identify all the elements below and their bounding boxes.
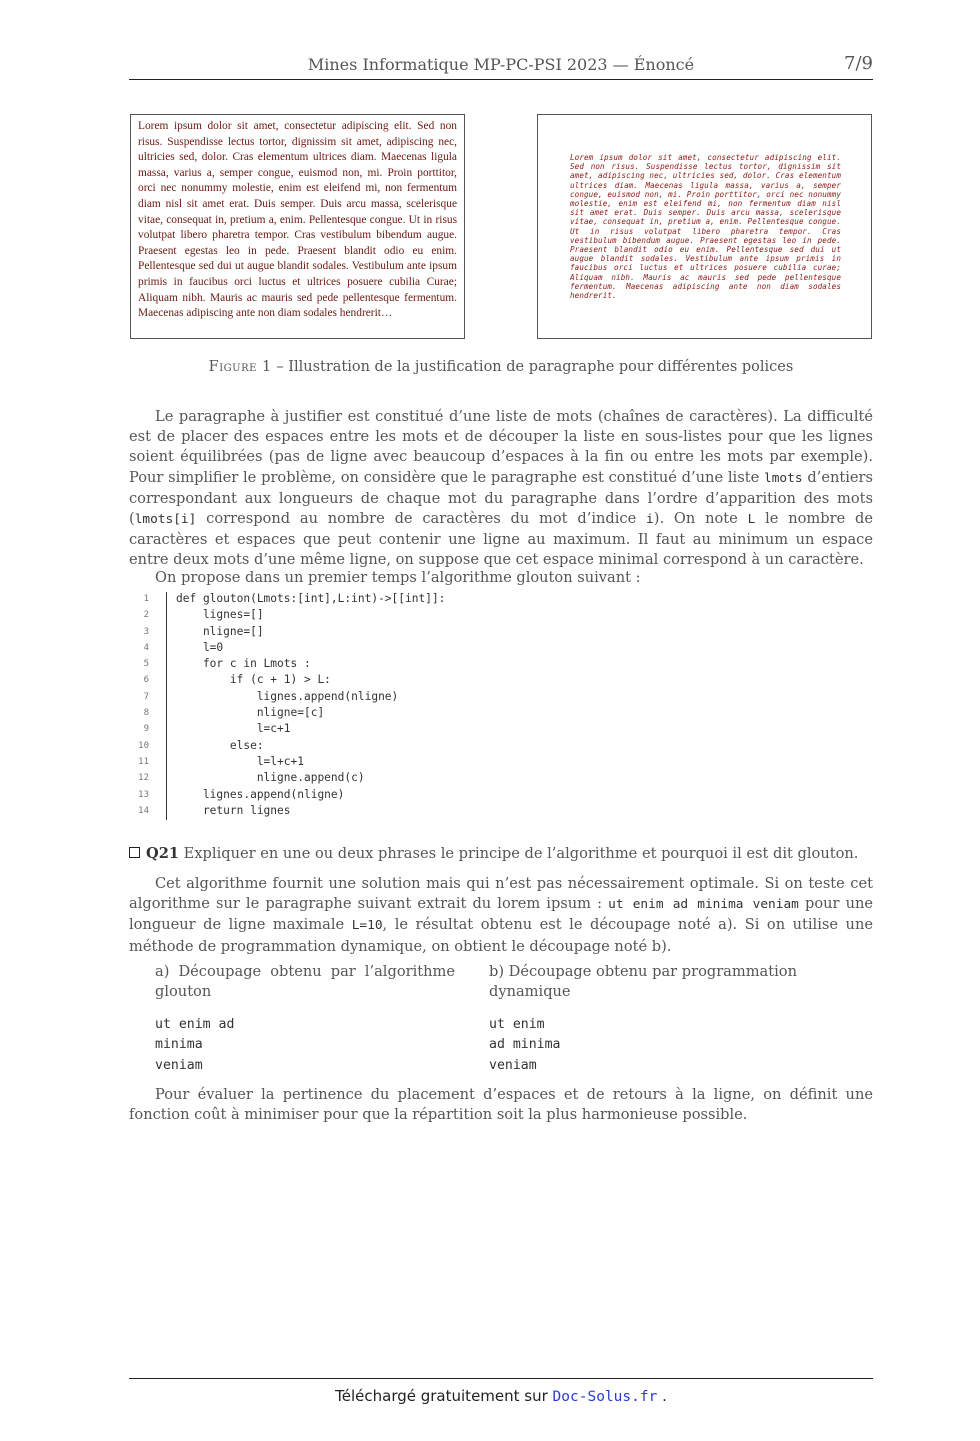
code-text: nligne=[] <box>176 624 264 638</box>
figure-right-box <box>537 114 872 339</box>
line-number: 3 <box>143 626 149 637</box>
code-line <box>129 706 873 722</box>
column-b-title: b) Découpage obtenu par programmation dynamique <box>489 963 797 1001</box>
header-title: Mines Informatique MP-PC-PSI 2023 — Énoncé <box>307 55 695 74</box>
figure-left-text: Lorem ipsum dolor sit amet, consectetur adipiscing elit. Sed non risus. Suspendisse lectus tortor, dignissim sit amet, adipiscing nec, ultricies sed, dolor. Cras elementum ultrices diam. Maecenas ligula massa, varius a, semper congue, euismod non, mi. Proin porttitor, orci nec nonummy molestie, enim est eleifend mi, non fermentum diam nisl sit amet erat. Duis semper. Duis arcu massa, scelerisque vitae, consequat in, pretium a, enim. Pellentesque congue. Ut in risus volutpat libero pharetra tempor. Cras vestibulum bibendum augue. Praesent egestas leo in pede. Praesent blandit odio eu enim. Pellentesque sed dui ut augue blandit sodales. Vestibulum ante ipsum primis in faucibus orci luctus et ultrices posuere cubilia Curae; Aliquam nibh. Mauris ac mauris sed pede pellentesque fermentum. Maecenas adipiscing ante non diam sodales hendrerit… <box>138 120 457 320</box>
line-number: 11 <box>138 756 149 767</box>
code-text: lignes.append(nligne) <box>176 787 345 801</box>
line-number: 9 <box>143 724 149 735</box>
code-text: for c in Lmots : <box>176 657 311 671</box>
footer-text: Téléchargé gratuitement sur <box>335 1387 553 1405</box>
line-number: 1 <box>143 594 149 604</box>
footer-rule <box>129 1378 873 1379</box>
figure-right-text: Lorem ipsum dolor sit amet, consectetur adipiscing elit. Sed non risus. Suspendisse lectus tortor, dignissim sit amet, adipiscing nec, ultricies sed, dolor. Cras elementum ultrices diam. Maecenas ligula massa, varius a, semper congue, euismod non, mi. Proin porttitor, orci nec nonummy molestie, enim est eleifend mi, non fermentum diam nisl sit amet erat. Duis semper. Duis arcu massa, scelerisque vitae, consequat in, pretium a, enim. Pellentesque congue. Ut in risus volutpat libero pharetra tempor. Cras vestibulum bibendum augue. Praesent egestas leo in pede. Praesent blandit odio eu enim. Pellentesque sed dui ut augue blandit sodales. Vestibulum ante ipsum primis in faucibus orci luctus et ultrices posuere cubilia curae; Aliquam nibh. Mauris ac mauris sed pede pellentesque fermentum. Maecenas adipiscing ante non diam sodales hendrerit. <box>570 153 841 301</box>
code-line <box>129 722 873 738</box>
paragraph-example <box>129 874 873 957</box>
code-line <box>129 657 873 673</box>
code-line <box>129 690 873 706</box>
code-line <box>129 608 873 624</box>
para1-text-5: le nombre de caractères et espaces que peut contenir une ligne au maximum. Il faut au minimum un espace entre deux mots d’une même ligne, on suppose que cet espace minimal correspond à un caractère. <box>129 510 873 569</box>
code-line <box>129 739 873 755</box>
para3-text-1: Cet algorithme fournit une solution mais qui n’est pas nécessairement optimale. Si on teste cet algorithme sur le paragraphe suivant extrait du lorem ipsum : <box>129 875 873 913</box>
code-line <box>129 804 873 820</box>
code-line <box>129 625 873 641</box>
code-line <box>129 771 873 787</box>
question-label: Q21 <box>146 845 180 862</box>
code-text: def glouton(Lmots:[int],L:int)->[[int]]: <box>176 592 446 605</box>
footer-end: . <box>657 1387 667 1405</box>
line-number: 5 <box>143 659 149 670</box>
paragraph-intro <box>129 407 873 571</box>
code-i: i <box>646 512 654 528</box>
para3-text-2: pour une longueur de ligne maximale <box>129 895 874 934</box>
page-footer <box>129 1387 873 1405</box>
code-text: l=l+c+1 <box>176 754 304 768</box>
code-L10: L=10 <box>351 918 383 934</box>
page-header <box>129 53 873 80</box>
line-number: 8 <box>143 708 149 719</box>
line-number: 12 <box>138 773 149 784</box>
code-lmots: lmots <box>764 470 803 486</box>
code-line <box>129 592 873 608</box>
code-lorem-extract: ut enim ad minima veniam <box>608 897 799 913</box>
result-greedy: ut enim ad minima veniam <box>155 1017 235 1073</box>
line-number: 6 <box>143 675 149 686</box>
question-text: Expliquer en une ou deux phrases le principe de l’algorithme et pourquoi il est dit glouton. <box>179 845 859 862</box>
page-number: 7/9 <box>844 53 873 74</box>
code-text: l=c+1 <box>176 722 291 736</box>
code-text: lignes=[] <box>176 608 264 622</box>
para1-text-2: d’entiers correspondant aux longueurs de chaque mot du paragraphe dans l’ordre d’apparition des mots ( <box>129 468 873 528</box>
line-number: 2 <box>143 610 149 621</box>
paragraph-algo-intro: On propose dans un premier temps l’algorithme glouton suivant : <box>155 569 641 586</box>
result-dynamic: ut enim ad minima veniam <box>489 1017 561 1073</box>
code-text: nligne.append(c) <box>176 771 365 785</box>
para3-text-3: , le résultat obtenu est le découpage noté a). Si on utilise une méthode de programmation dynamique, on obtient le découpage noté b). <box>129 916 873 955</box>
code-line <box>129 755 873 771</box>
line-number: 4 <box>143 642 149 653</box>
code-text: return lignes <box>176 803 291 817</box>
figure-left-box <box>130 114 465 339</box>
code-text: if (c + 1) > L: <box>176 673 331 687</box>
question-q21 <box>129 845 873 862</box>
paragraph-cost: Pour évaluer la pertinence du placement d’espaces et de retours à la ligne, on définit une fonction coût à minimiser pour que la répartition soit la plus harmonieuse possible. <box>129 1086 873 1124</box>
line-number: 10 <box>138 740 149 751</box>
code-listing <box>129 592 873 820</box>
line-number: 14 <box>138 805 149 816</box>
para1-text-1: Le paragraphe à justifier est constitué d’une liste de mots (chaînes de caractères). La difficulté est de placer des espaces entre les mots et de découper la liste en sous-listes pour que les lignes soient équilibrées (pas de ligne avec beaucoup d’espaces à la fin ou entre les mots par exemple). Pour simplifier le problème, on considère que le paragraphe est constitué d’une liste <box>129 408 873 486</box>
checkbox-icon <box>129 847 140 858</box>
code-text: lignes.append(nligne) <box>176 689 399 703</box>
line-number: 13 <box>138 789 149 800</box>
footer-link[interactable]: Doc-Solus.fr <box>552 1389 658 1405</box>
para1-text-3: correspond au nombre de caractères du mot d’indice <box>196 510 647 528</box>
code-text: nligne=[c] <box>176 706 325 720</box>
para1-text-4: ). On note <box>653 510 748 528</box>
code-line <box>129 641 873 657</box>
code-line <box>129 673 873 689</box>
code-text: else: <box>176 738 264 752</box>
code-line <box>129 788 873 804</box>
line-number: 7 <box>143 691 149 702</box>
code-text: l=0 <box>176 640 224 654</box>
caption-text: – Illustration de la justification de paragraphe pour différentes polices <box>271 359 794 375</box>
caption-label: Figure 1 <box>208 359 272 375</box>
column-a-title: a) Découpage obtenu par l’algorithme glouton <box>155 963 455 1001</box>
code-L: L <box>747 512 756 528</box>
code-gutter-rule <box>166 592 167 820</box>
code-lmots-i: lmots[i] <box>134 512 197 528</box>
figure-caption <box>129 359 873 375</box>
